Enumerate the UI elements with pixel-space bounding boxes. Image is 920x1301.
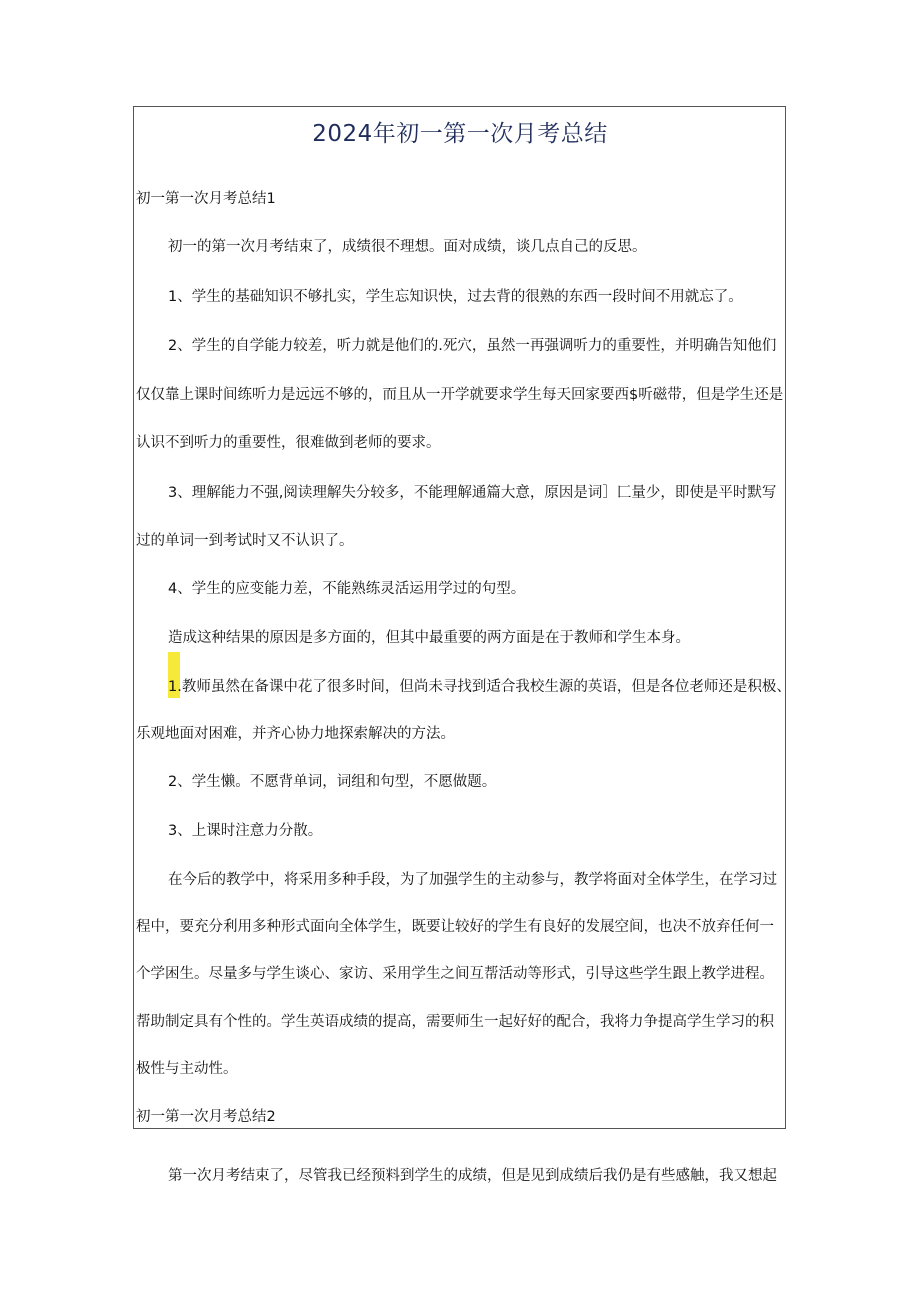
paragraph-item-2-line-3: 认识不到听力的重要性，很难做到老师的要求。 [136, 435, 441, 451]
paragraph-plan-line-2: 程中，要充分利用多种形式面向全体学生，既要让较好的学生有良好的发展空间，也决不放弃任何一 [136, 919, 774, 935]
paragraph-item-1: 1、学生的基础知识不够扎实，学生忘知识快，过去背的很熟的东西一段时间不用就忘了。 [168, 289, 743, 305]
document-title: 2024年初一第一次月考总结 [312, 121, 608, 147]
paragraph-item-2-line-1: 2、学生的自学能力较差，听力就是他们的.死穴，虽然一再强调听力的重要性，并明确告知他们 [168, 338, 777, 354]
paragraph-cause: 造成这种结果的原因是多方面的，但其中最重要的两方面是在于教师和学生本身。 [168, 630, 690, 646]
paragraph-item-3-line-1: 3、理解能力不强,阅读理解失分较多，不能理解通篇大意，原因是词］匚量少，即使是平时默写 [168, 485, 777, 501]
section-heading-1: 初一第一次月考总结1 [136, 191, 276, 207]
paragraph-plan-line-4: 帮助制定具有个性的。学生英语成绩的提高，需要师生一起好好的配合，我将力争提高学生学习的积 [136, 1014, 774, 1030]
paragraph-plan-line-5: 极性与主动性。 [136, 1061, 238, 1077]
paragraph-item-4: 4、学生的应变能力差，不能熟练灵活运用学过的句型。 [168, 581, 526, 597]
paragraph-teacher-line-1: 1.教师虽然在备课中花了很多时间，但尚未寻找到适合我校生源的英语，但是各位老师还是积极、 [168, 679, 791, 695]
paragraph-section-2-line-1: 第一次月考结束了，尽管我已经预料到学生的成绩，但是见到成绩后我仍是有些感触，我又想起 [168, 1168, 777, 1184]
paragraph-plan-line-3: 个学困生。尽量多与学生谈心、家访、采用学生之间互帮活动等形式，引导这些学生跟上教学进程。 [136, 966, 774, 982]
paragraph-item-2-line-2: 仅仅靠上课时间练听力是远远不够的，而且从一开学就要求学生每天回家要西$听磁带，但是学生还是 [136, 387, 784, 403]
paragraph-student-3: 3、上课时注意力分散。 [168, 823, 323, 839]
section-heading-2: 初一第一次月考总结2 [136, 1109, 276, 1125]
paragraph-intro: 初一的第一次月考结束了，成绩很不理想。面对成绩，谈几点自己的反思。 [168, 239, 647, 255]
paragraph-item-3-line-2: 过的单词一到考试时又不认识了。 [136, 533, 354, 549]
paragraph-student-2: 2、学生懒。不愿背单词，词组和句型，不愿做题。 [168, 774, 497, 790]
paragraph-plan-line-1: 在今后的教学中，将采用多种手段，为了加强学生的主动参与，教学将面对全体学生，在学习过 [168, 872, 777, 888]
paragraph-teacher-line-2: 乐观地面对困难，并齐心协力地探索解决的方法。 [136, 726, 455, 742]
